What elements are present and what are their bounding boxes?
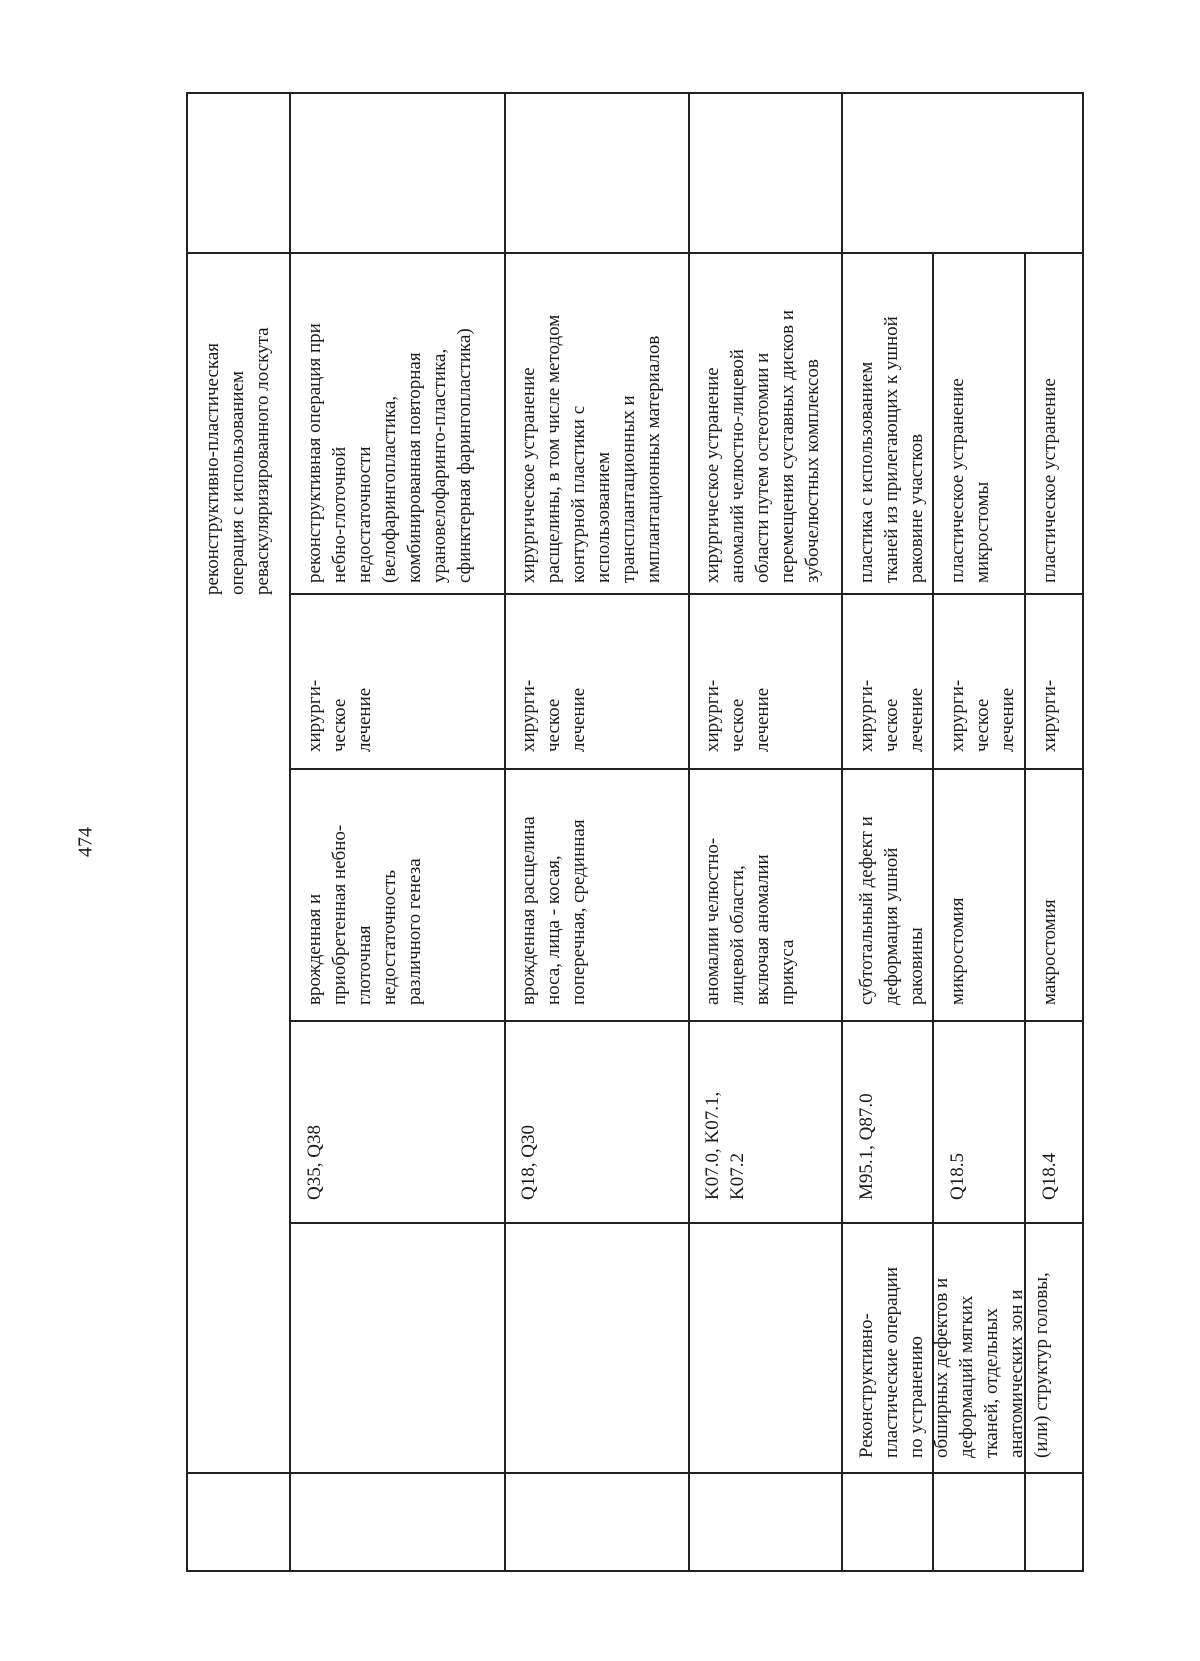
procedure-cell: реконструктивно-пластическая операция с использованием реваскуляризированного лоскута xyxy=(202,327,273,595)
row-divider xyxy=(504,92,506,1572)
procedure-cell: пластика с использованием тканей из прилегающих к ушной раковине участков xyxy=(856,316,927,583)
codes-cell: Q18.5 xyxy=(947,1153,968,1200)
diagnosis-cell: врожденная расщелина носа, лица - косая, поперечная, срединная xyxy=(518,816,589,1005)
diagnosis-cell: субтотальный дефект и деформация ушной раковины xyxy=(856,816,927,1005)
treatment-cell: хирурги- ческое лечение xyxy=(702,679,773,752)
codes-cell: Q18.4 xyxy=(1039,1153,1060,1200)
column-divider xyxy=(186,1472,1084,1474)
column-divider xyxy=(289,768,1084,770)
column-divider xyxy=(289,1222,1084,1224)
diagnosis-cell: врожденная и приобретенная небно- глоточная недостаточность различного генеза xyxy=(304,824,425,1005)
treatment-cell: хирурги- ческое лечение xyxy=(856,679,927,752)
treatment-cell: хирурги- ческое лечение xyxy=(947,679,1018,752)
procedure-cell: хирургическое устранение аномалий челюстно-лицевой области путем остеотомии и перемещения суставных дисков и зубочелюстных комплексов xyxy=(702,309,823,583)
codes-cell: K07.0, K07.1, K07.2 xyxy=(702,1091,748,1200)
codes-cell: M95.1, Q87.0 xyxy=(856,1093,877,1200)
row-divider xyxy=(841,92,843,1572)
page-number: 474 xyxy=(74,827,97,857)
row-divider xyxy=(688,92,690,1572)
procedure-cell: пластическое устранение xyxy=(1039,378,1060,583)
column-divider xyxy=(289,593,1084,595)
treatment-cell: хирурги- ческое лечение xyxy=(518,679,589,752)
diagnosis-cell: микростомия xyxy=(947,897,968,1005)
treatment-cell: хирурги- xyxy=(1039,679,1060,752)
codes-cell: Q18, Q30 xyxy=(518,1125,539,1200)
row-divider xyxy=(289,92,291,1572)
codes-cell: Q35, Q38 xyxy=(304,1125,325,1200)
diagnosis-cell: аномалии челюстно- лицевой области, включая аномалии прикуса xyxy=(702,837,798,1005)
diagnosis-cell: макростомия xyxy=(1039,899,1060,1005)
section-title-cell: Реконструктивно- пластические операции по устранению обширных дефектов и деформаций мягких тканей, отдельных анатомических зон и (или) структур головы, xyxy=(856,1266,1052,1458)
column-divider xyxy=(289,1020,1084,1022)
procedure-cell: хирургическое устранение расщелины, в том числе методом контурной пластики с использованием трансплантационных и имплантационных материалов xyxy=(518,314,664,583)
treatment-cell: хирурги- ческое лечение xyxy=(304,679,375,752)
procedure-cell: пластическое устранение микростомы xyxy=(947,378,993,583)
column-divider xyxy=(186,252,1084,254)
procedure-cell: реконструктивная операция при небно-глоточной недостаточности (велофарингопластика, комбинированная повторная урановелофаринго-пластика, сфинктерная фарингопластика) xyxy=(304,323,475,583)
